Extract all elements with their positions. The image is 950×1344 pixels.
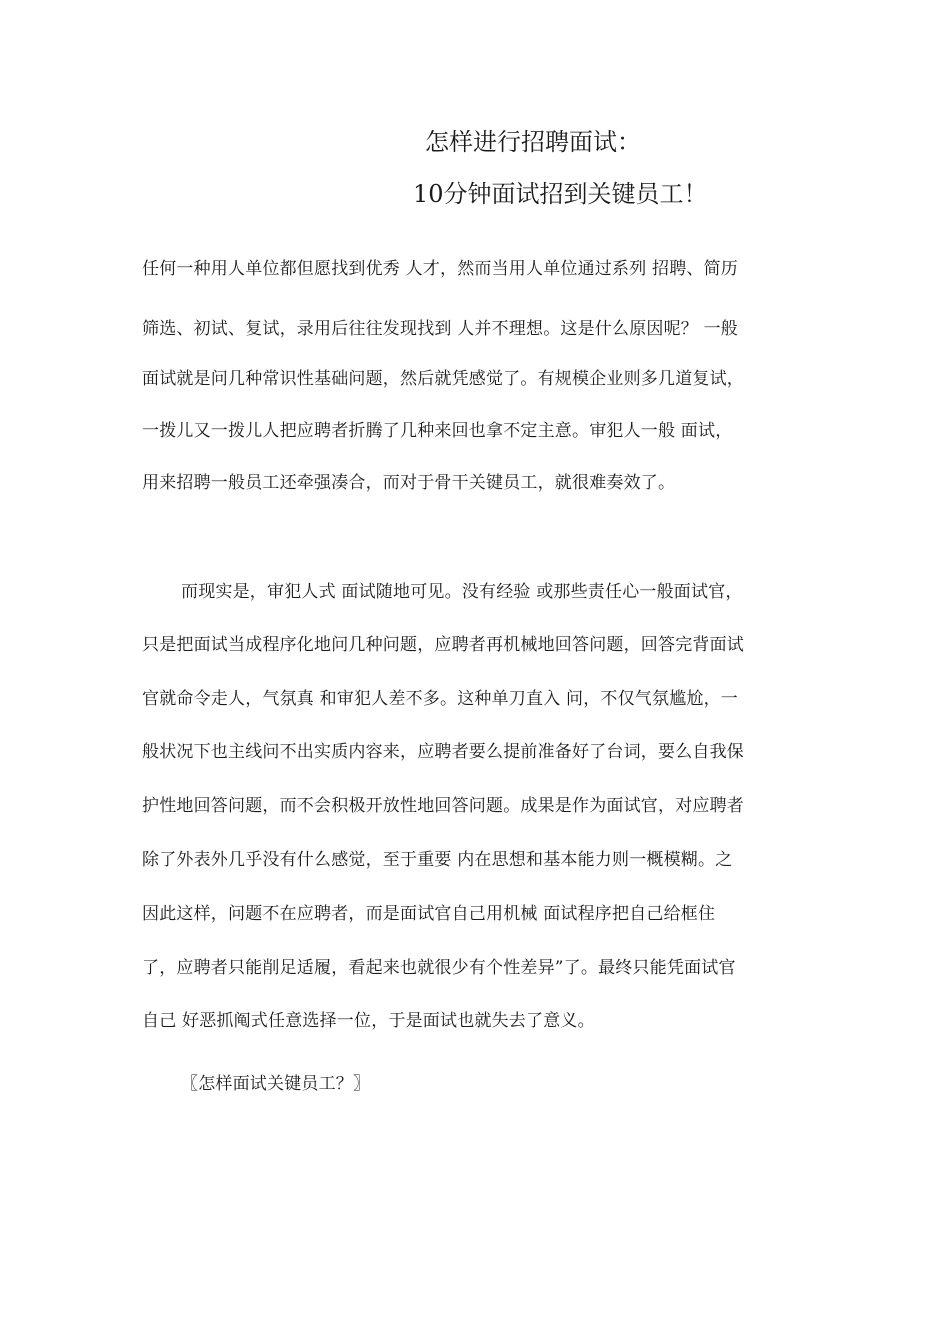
paragraph1-line: 一拨儿又一拨儿人把应聘者折腾了几种来回也拿不定主意。审犯人一般 面试， — [142, 421, 733, 441]
paragraph2-line: 官就命令走人，气氛真 和审犯人差不多。这种单刀直入 问，不仅气氛尴尬，一 — [142, 689, 739, 709]
section-heading: 〖怎样面试关键员工？〗 — [181, 1074, 371, 1094]
paragraph2-line: 护性地回答问题，而不会积极开放性地回答问题。成果是作为面试官，对应聘者 — [142, 796, 744, 816]
paragraph1-line: 筛选、初试、复试，录用后往往发现找到 人并不理想。这是什么原因呢？ 一般 — [142, 319, 739, 339]
document-title-line1: 怎样进行招聘面试： — [425, 128, 641, 156]
document-title-line2: 10分钟面试招到关键员工！ — [413, 180, 708, 208]
paragraph2-line: 般状况下也主线问不出实质内容来，应聘者要么提前准备好了台词，要么自我保 — [142, 742, 744, 762]
paragraph1-line: 面试就是问几种常识性基础问题，然后就凭感觉了。有规模企业则多几道复试， — [142, 369, 744, 389]
paragraph1-line: 用来招聘一般员工还牵强凑合，而对于骨干关键员工，就很难奏效了。 — [142, 473, 676, 493]
paragraph2-line: 了，应聘者只能削足适履，看起来也就很少有个性差异”了。最终只能凭面试官 — [142, 958, 736, 978]
paragraph2-line: 因此这样，问题不在应聘者，而是面试官自己用机械 面试程序把自己给框住 — [142, 904, 716, 924]
paragraph2-line: 而现实是，审犯人式 面试随地可见。没有经验 或那些责任心一般面试官， — [181, 582, 743, 602]
paragraph2-line: 自己 好恶抓阄式任意选择一位，于是面试也就失去了意义。 — [142, 1011, 595, 1031]
paragraph2-line: 除了外表外几乎没有什么感觉，至于重要 内在思想和基本能力则一概模糊。之 — [142, 850, 733, 870]
paragraph2-line: 只是把面试当成程序化地问几种问题，应聘者再机械地回答问题，回答完背面试 — [142, 635, 744, 655]
paragraph1-line: 任何一种用人单位都但愿找到优秀 人才，然而当用人单位通过系列 招聘、简历 — [142, 259, 739, 279]
